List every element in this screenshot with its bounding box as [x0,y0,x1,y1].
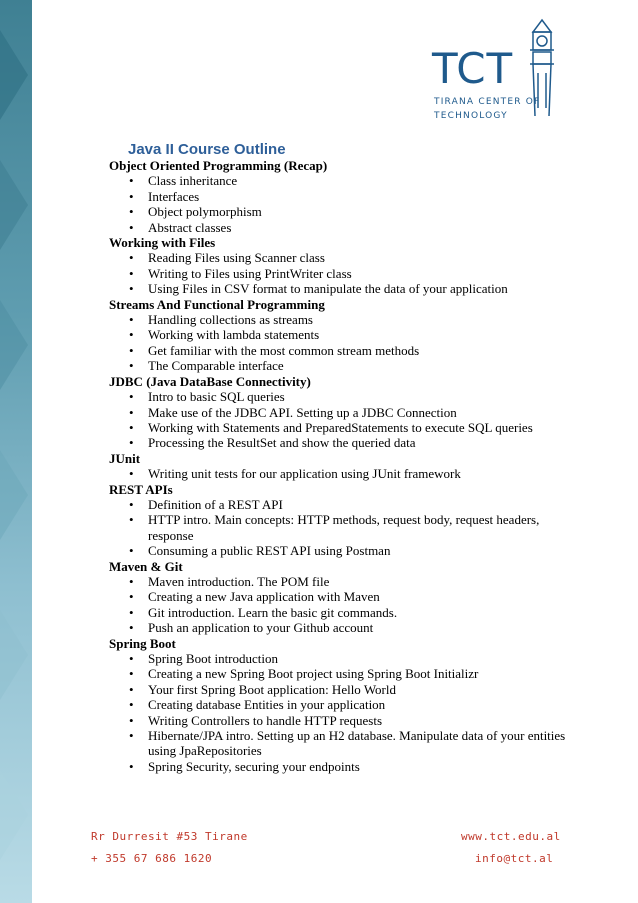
footer-website: www.tct.edu.al [461,830,561,843]
section-heading: REST APIs [109,481,173,497]
chevron-decoration [0,160,32,250]
clock-tower-icon [524,18,560,118]
list-item: • The Comparable interface [109,358,579,373]
list-item: • Reading Files using Scanner class [109,250,579,265]
list-item: • Get familiar with the most common stream methods [109,343,579,358]
topic-list [109,250,579,296]
chevron-decoration [0,770,32,860]
chevron-decoration [0,450,32,540]
section-heading: Working with Files [109,235,216,251]
list-item: • Creating a new Spring Boot project using Spring Boot Initializr [109,666,579,681]
course-outline [109,158,579,774]
footer-email: info@tct.al [475,852,554,865]
decorative-sidebar [0,0,32,903]
logo-subtitle-line1: TIRANA CENTER OF [434,97,541,107]
list-item: • Intro to basic SQL queries [109,389,579,404]
list-item: • Writing Controllers to handle HTTP requests [109,713,579,728]
list-item: • Consuming a public REST API using Postman [109,543,579,558]
list-item: • Abstract classes [109,220,579,235]
footer-phone: + 355 67 686 1620 [91,852,213,865]
list-item: • Using Files in CSV format to manipulate the data of your application [109,281,579,296]
section-heading: JDBC (Java DataBase Connectivity) [109,373,311,389]
outline-section [109,559,579,636]
topic-list [109,312,579,374]
tct-logo [432,18,562,128]
outline-section [109,158,579,235]
topic-list [109,651,579,774]
outline-section [109,297,579,374]
section-heading: Object Oriented Programming (Recap) [109,158,328,173]
list-item: • Git introduction. Learn the basic git commands. [109,605,579,620]
outline-section [109,374,579,451]
footer-address: Rr Durresit #53 Tirane [91,830,248,843]
list-item: • Definition of a REST API [109,497,579,512]
list-item: • Push an application to your Github account [109,620,579,635]
list-item: • Processing the ResultSet and show the queried data [109,435,579,450]
list-item: • Handling collections as streams [109,312,579,327]
topic-list [109,497,579,559]
list-item: • Interfaces [109,189,579,204]
outline-section [109,451,579,482]
outline-section [109,636,579,775]
list-item: • Working with lambda statements [109,327,579,342]
list-item: • Spring Security, securing your endpoints [109,759,579,774]
section-heading: Spring Boot [109,635,176,651]
list-item: • Class inheritance [109,173,579,188]
list-item: • Object polymorphism [109,204,579,219]
outline-section [109,482,579,559]
list-item: • Spring Boot introduction [109,651,579,666]
topic-list [109,466,579,481]
outline-section [109,235,579,297]
topic-list [109,574,579,636]
list-item: • Working with Statements and PreparedStatements to execute SQL queries [109,420,579,435]
chevron-decoration [0,30,32,120]
chevron-decoration [0,610,32,700]
page-title: Java II Course Outline [128,141,286,158]
list-item: • Hibernate/JPA intro. Setting up an H2 database. Manipulate data of your entities using JpaRepositories [109,728,579,759]
logo-text: TCT [432,44,514,93]
list-item: • Make use of the JDBC API. Setting up a JDBC Connection [109,405,579,420]
topic-list [109,173,579,235]
section-heading: JUnit [109,450,141,466]
topic-list [109,389,579,451]
list-item: • Your first Spring Boot application: Hello World [109,682,579,697]
section-heading: Maven & Git [109,558,183,574]
list-item: • Creating a new Java application with Maven [109,589,579,604]
list-item: • Creating database Entities in your application [109,697,579,712]
chevron-decoration [0,300,32,390]
logo-subtitle-line2: TECHNOLOGY [434,111,508,121]
section-heading: Streams And Functional Programming [109,296,325,312]
list-item: • Writing to Files using PrintWriter class [109,266,579,281]
list-item: • Maven introduction. The POM file [109,574,579,589]
list-item: • Writing unit tests for our application using JUnit framework [109,466,579,481]
list-item: • HTTP intro. Main concepts: HTTP methods, request body, request headers, response [109,512,579,543]
